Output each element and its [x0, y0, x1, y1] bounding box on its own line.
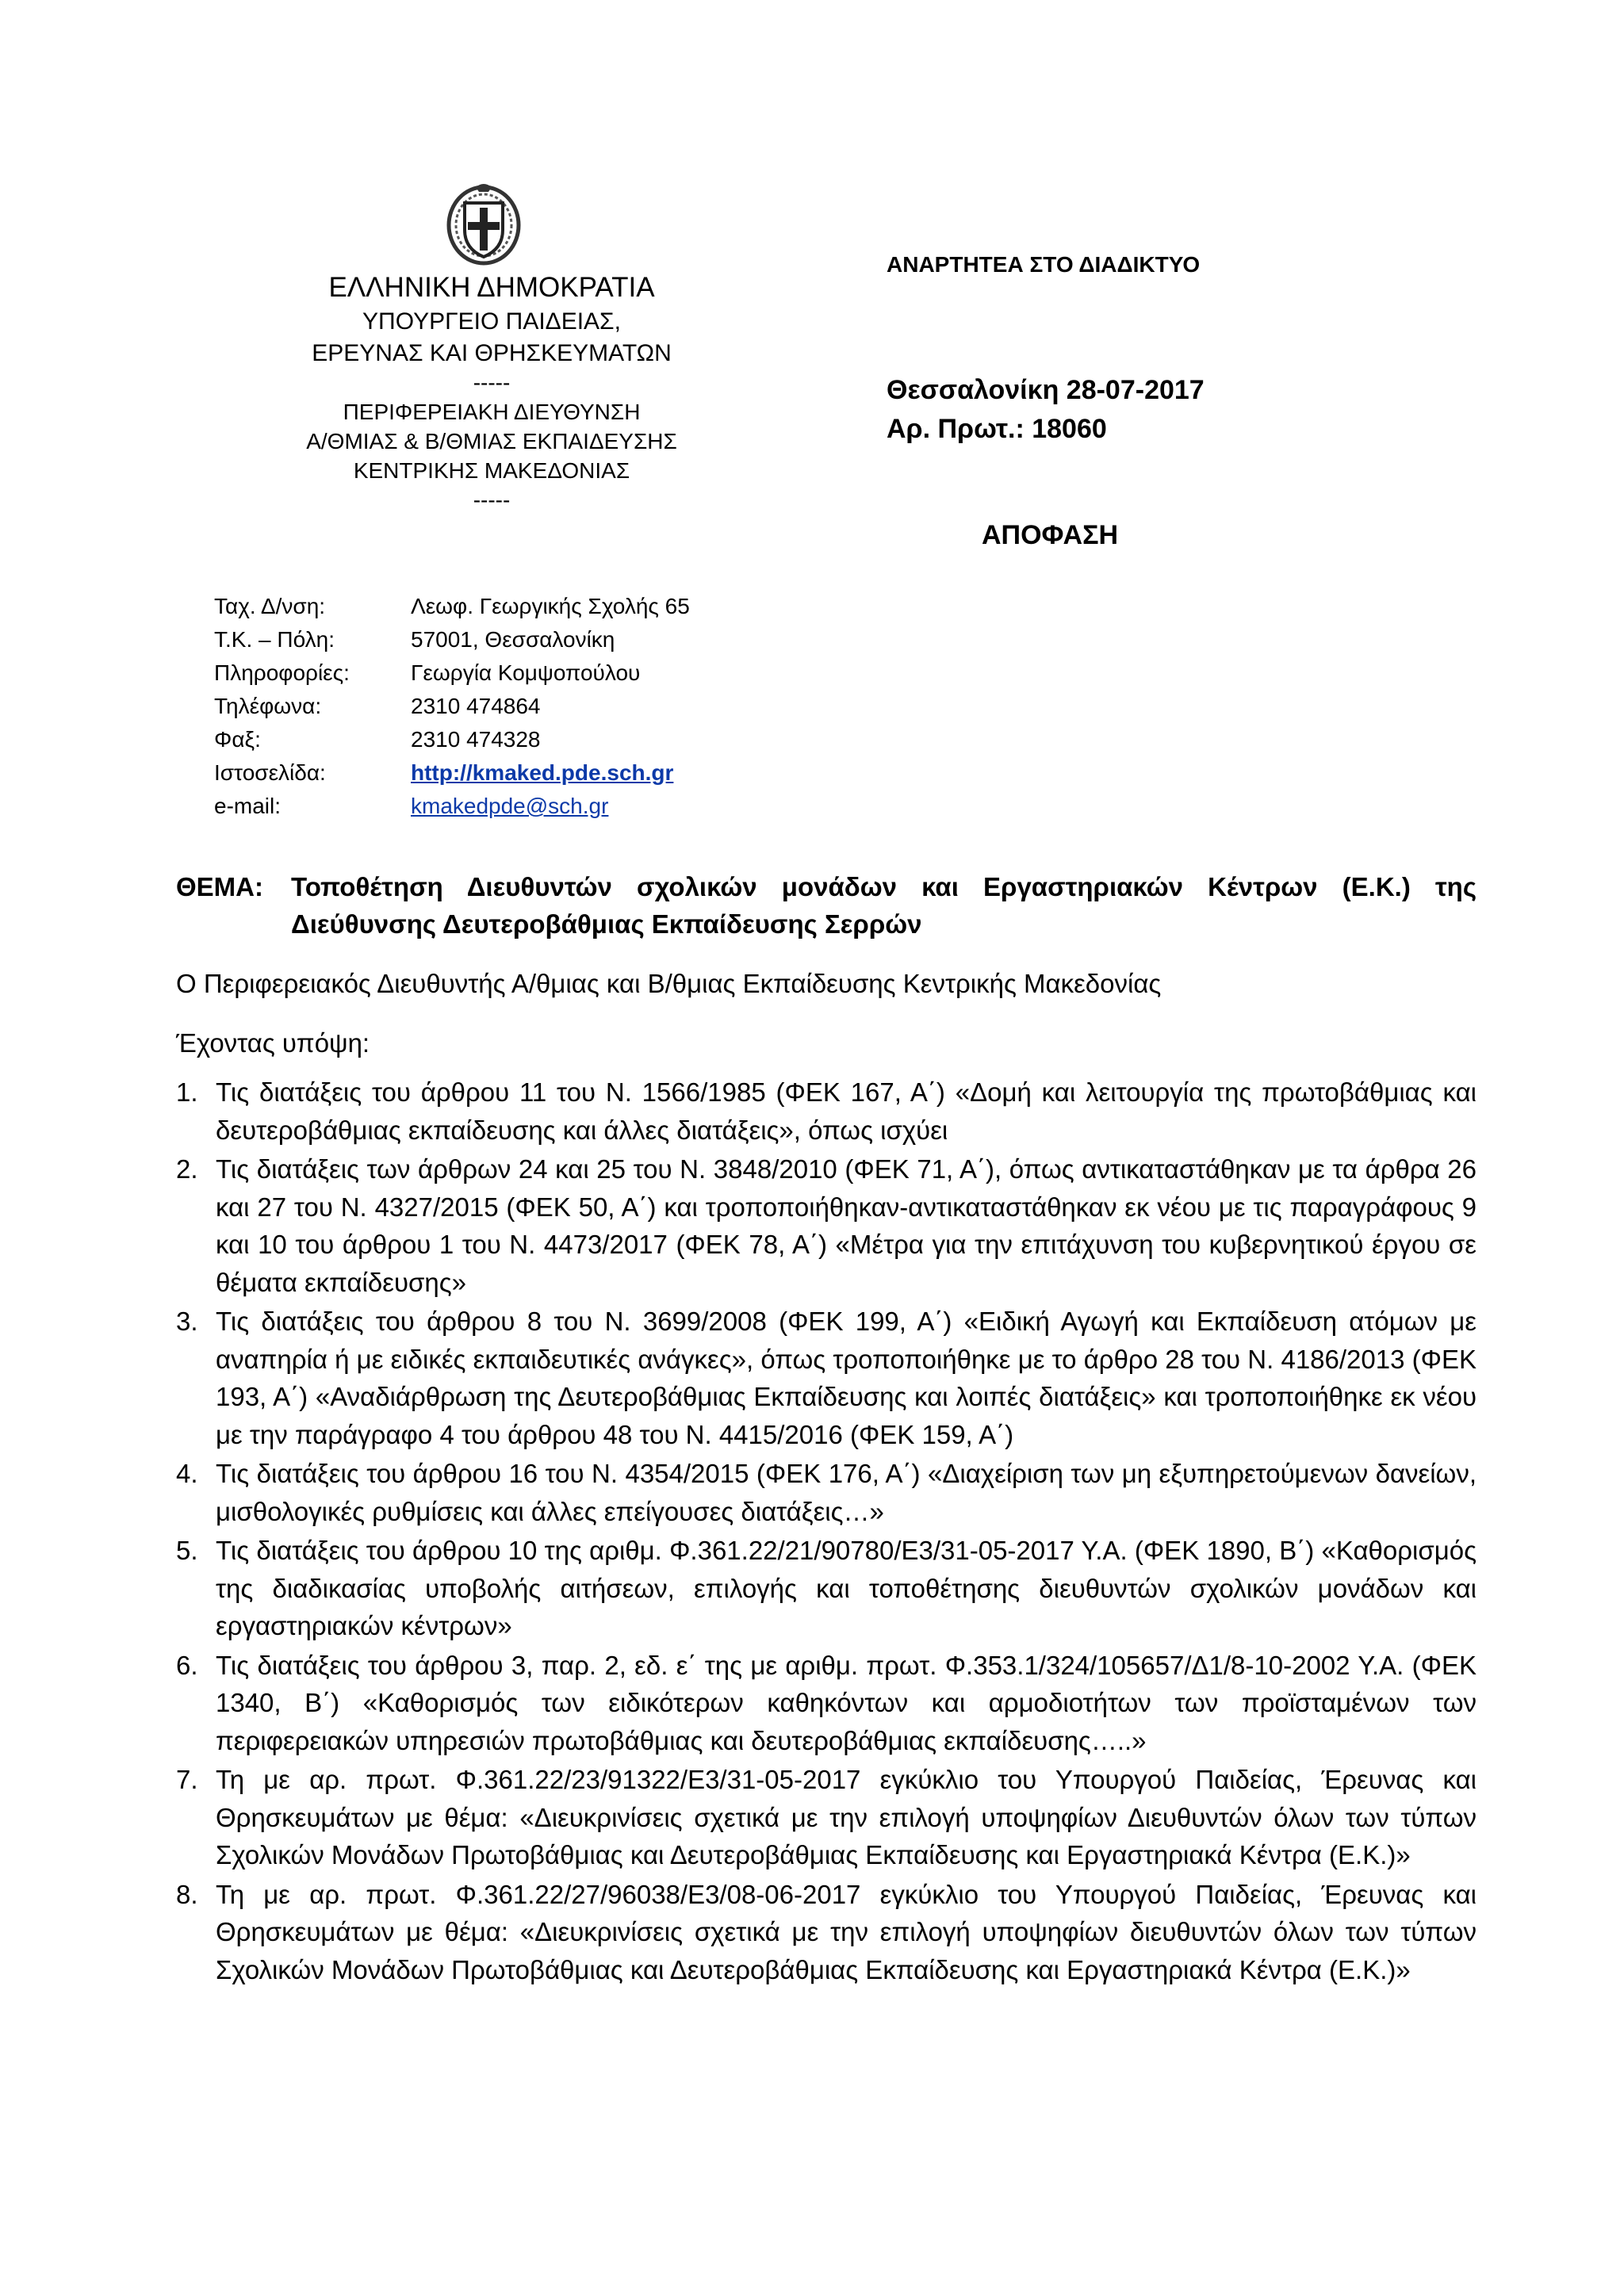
- contact-label: Τηλέφωνα:: [214, 694, 322, 718]
- ministry-line-1: ΥΠΟΥΡΓΕΙΟ ΠΑΙΔΕΙΑΣ,: [362, 308, 621, 335]
- subject-block: [176, 869, 1477, 943]
- contact-row: [214, 623, 690, 656]
- contact-label: e-mail:: [214, 794, 282, 818]
- directorate-line-3: ΚΕΝΤΡΙΚΗΣ ΜΑΚΕΔΟΝΙΑΣ: [353, 458, 630, 484]
- separator-1: -----: [473, 370, 511, 396]
- contact-row: [214, 790, 690, 823]
- item-text: Τις διατάξεις του άρθρου 16 του Ν. 4354/2015 (ΦΕΚ 176, Α΄) «Διαχείριση των μη εξυπηρετούμενων δανείων, μισθολογικές ρυθμίσεις και άλλες επείγουσες διατάξεις…»: [216, 1459, 1477, 1526]
- decision-title: ΑΠΟΦΑΣΗ: [982, 520, 1119, 550]
- ministry-line-2: ΕΡΕΥΝΑΣ ΚΑΙ ΘΡΗΣΚΕΥΜΑΤΩΝ: [312, 339, 672, 366]
- item-number: 2.: [176, 1154, 198, 1184]
- contact-value: Γεωργία Κομψοπούλου: [411, 660, 641, 685]
- contact-row: [214, 656, 690, 690]
- contact-row: [214, 756, 690, 790]
- given-that-heading: Έχοντας υπόψη:: [176, 1028, 370, 1058]
- item-text: Τις διατάξεις του άρθρου 3, παρ. 2, εδ. ε΄ της με αριθμ. πρωτ. Φ.353.1/324/105657/Δ1/8-10-2002 Υ.Α. (ΦΕΚ 1340, Β΄) «Καθορισμός των ειδικότερων καθηκόντων και αρμοδιοτήτων των προϊσταμένων των περιφερειακών υπηρεσιών πρωτοβάθμιας και δευτεροβάθμιας εκπαίδευσης…..»: [216, 1650, 1477, 1755]
- contact-label: Ταχ. Δ/νση:: [214, 594, 326, 618]
- website-link[interactable]: http://kmaked.pde.sch.gr: [411, 760, 674, 785]
- list-item: [176, 1455, 1477, 1530]
- list-item: [176, 1073, 1477, 1149]
- item-text: Τη με αρ. πρωτ. Φ.361.22/23/91322/Ε3/31-05-2017 εγκύκλιο του Υπουργού Παιδείας, Έρευνας και Θρησκευμάτων με θέμα: «Διευκρινίσεις σχετικά με την επιλογή υποψηφίων Διευθυντών όλων των τύπων Σχολικών Μονάδων Πρωτοβάθμιας και Δευτεροβάθμιας Εκπαίδευσης και Εργαστηριακά Κέντρα (Ε.Κ.)»: [216, 1765, 1477, 1870]
- document-meta: [887, 252, 1442, 550]
- list-item: [176, 1150, 1477, 1301]
- item-number: 8.: [176, 1879, 198, 1909]
- contact-value: 57001, Θεσσαλονίκη: [411, 627, 615, 652]
- item-text: Τις διατάξεις του άρθρου 11 του Ν. 1566/1985 (ΦΕΚ 167, Α΄) «Δομή και λειτουργία της πρωτοβάθμιας και δευτεροβάθμιας εκπαίδευσης και άλλες διατάξεις», όπως ισχύει: [216, 1077, 1477, 1145]
- list-item: [176, 1647, 1477, 1760]
- directorate-line-1: ΠΕΡΙΦΕΡΕΙΑΚΗ ΔΙΕΥΘΥΝΣΗ: [343, 400, 641, 425]
- issuer-header: [254, 270, 730, 515]
- subject-label: ΘΕΜΑ:: [176, 872, 263, 901]
- item-text: Τις διατάξεις των άρθρων 24 και 25 του Ν. 3848/2010 (ΦΕΚ 71, Α΄), όπως αντικαταστάθηκαν με τα άρθρα 26 και 27 του Ν. 4327/2015 (ΦΕΚ 50, Α΄) και τροποποιήθηκαν-αντικαταστάθηκαν εκ νέου με τις παραγράφους 9 και 10 του άρθρου 1 του Ν. 4473/2017 (ΦΕΚ 78, Α΄) «Μέτρα για την επιτάχυνση του κυβερνητικού έργου σε θέματα εκπαίδευσης»: [216, 1154, 1477, 1297]
- protocol-number: Αρ. Πρωτ.: 18060: [887, 414, 1107, 445]
- contact-value: Λεωφ. Γεωργικής Σχολής 65: [411, 594, 690, 618]
- item-number: 6.: [176, 1650, 198, 1680]
- contact-label: Τ.Κ. – Πόλη:: [214, 627, 335, 652]
- contact-row: [214, 690, 690, 723]
- directorate-line-2: Α/ΘΜΙΑΣ & Β/ΘΜΙΑΣ ΕΚΠΑΙΔΕΥΣΗΣ: [306, 429, 677, 454]
- item-text: Τη με αρ. πρωτ. Φ.361.22/27/96038/Ε3/08-06-2017 εγκύκλιο του Υπουργού Παιδείας, Έρευνας και Θρησκευμάτων με θέμα: «Διευκρινίσεις σχετικά με την επιλογή υποψηφίων διευθυντών όλων των τύπων Σχολικών Μονάδων Πρωτοβάθμιας και Δευτεροβάθμιας Εκπαίδευσης και Εργαστηριακά Κέντρα (Ε.Κ.)»: [216, 1879, 1477, 1984]
- contact-info: [214, 590, 690, 823]
- contact-row: [214, 590, 690, 623]
- item-number: 5.: [176, 1536, 198, 1566]
- subject-text: Τοποθέτηση Διευθυντών σχολικών μονάδων και Εργαστηριακών Κέντρων (Ε.Κ.) της Διεύθυνσης Δευτεροβάθμιας Εκπαίδευσης Σερρών: [291, 872, 1477, 939]
- item-text: Τις διατάξεις του άρθρου 10 της αριθμ. Φ.361.22/21/90780/Ε3/31-05-2017 Υ.Α. (ΦΕΚ 1890, Β΄) «Καθορισμός της διαδικασίας υποβολής αιτήσεων, επιλογής και τοποθέτησης διευθυντών σχολικών μονάδων και εργαστηριακών κέντρων»: [216, 1536, 1477, 1641]
- item-number: 1.: [176, 1077, 198, 1107]
- item-number: 7.: [176, 1765, 198, 1795]
- list-item: [176, 1532, 1477, 1645]
- item-number: 3.: [176, 1307, 198, 1337]
- contact-value: 2310 474328: [411, 727, 541, 752]
- list-item: [176, 1876, 1477, 1989]
- separator-2: -----: [473, 488, 511, 513]
- date-line: Θεσσαλονίκη 28-07-2017: [887, 375, 1205, 405]
- list-item: [176, 1303, 1477, 1453]
- contact-label: Ιστοσελίδα:: [214, 760, 326, 785]
- item-text: Τις διατάξεις του άρθρου 8 του Ν. 3699/2008 (ΦΕΚ 199, Α΄) «Ειδική Αγωγή και Εκπαίδευση ατόμων με αναπηρία ή με ειδικές εκπαιδευτικές ανάγκες», όπως τροποποιήθηκε με το άρθρο 28 του Ν. 4186/2013 (ΦΕΚ 193, Α΄) «Αναδιάρθρωση της Δευτεροβάθμιας Εκπαίδευσης και λοιπές διατάξεις» και τροποποιήθηκε εκ νέου με την παράγραφο 4 του άρθρου 48 του Ν. 4415/2016 (ΦΕΚ 159, Α΄): [216, 1307, 1477, 1449]
- greek-coat-of-arms-icon: [444, 181, 523, 266]
- list-item: [176, 1761, 1477, 1874]
- posting-note: ΑΝΑΡΤΗΤΕΑ ΣΤΟ ΔΙΑΔΙΚΤΥΟ: [887, 252, 1201, 277]
- item-number: 4.: [176, 1459, 198, 1489]
- considerations-list: [176, 1073, 1477, 1990]
- contact-label: Πληροφορίες:: [214, 660, 350, 685]
- contact-value: 2310 474864: [411, 694, 541, 718]
- intro-line: Ο Περιφερειακός Διευθυντής Α/θμιας και Β/θμιας Εκπαίδευσης Κεντρικής Μακεδονίας: [176, 969, 1162, 998]
- country-line: ΕΛΛΗΝΙΚΗ ΔΗΜΟΚΡΑΤΙΑ: [328, 272, 655, 303]
- date-block: [887, 371, 1205, 450]
- contact-row: [214, 723, 690, 756]
- contact-label: Φαξ:: [214, 727, 261, 752]
- email-link[interactable]: kmakedpde@sch.gr: [411, 794, 609, 818]
